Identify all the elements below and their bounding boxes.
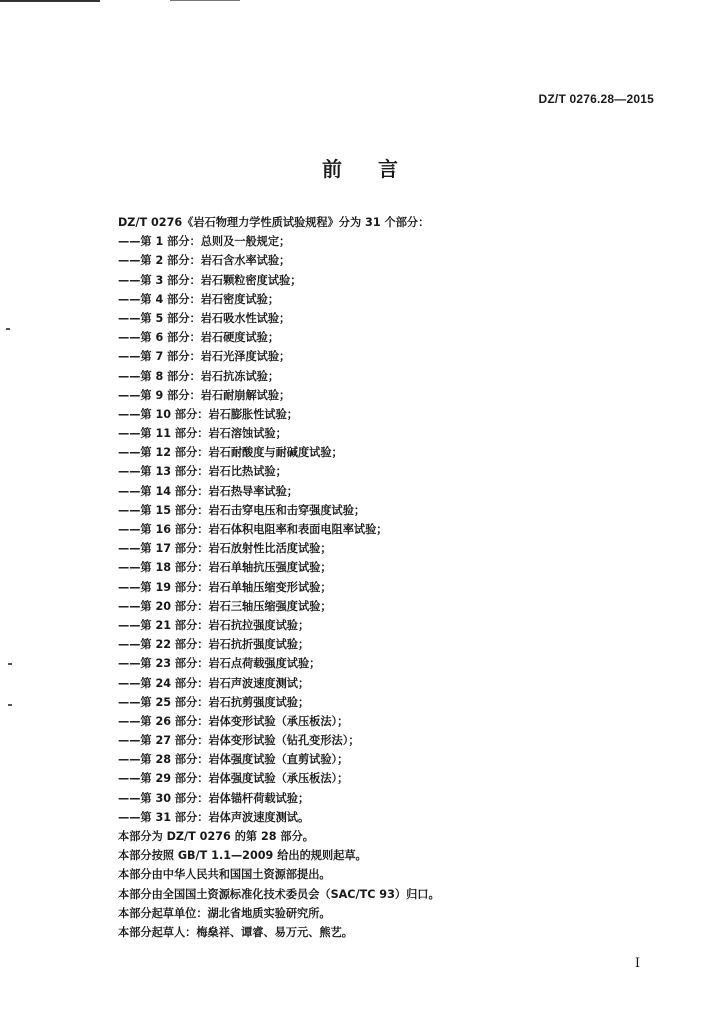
foreword-line: ——第 15 部分：岩石击穿电压和击穿强度试验； (118, 503, 366, 517)
foreword-line: 本部分由中华人民共和国国土资源部提出。 (118, 868, 331, 882)
foreword-line: ——第 8 部分：岩石抗冻试验； (118, 369, 280, 383)
foreword-line: ——第 24 部分：岩石声波速度测试； (118, 676, 310, 690)
foreword-line: ——第 28 部分：岩体强度试验（直剪试验）； (118, 753, 349, 767)
foreword-line: ——第 29 部分：岩体强度试验（承压板法）； (118, 772, 349, 786)
foreword-line: 本部分由全国国土资源标准化技术委员会（SAC/TC 93）归口。 (118, 887, 440, 901)
margin-speck (6, 328, 10, 330)
foreword-line: ——第 30 部分：岩体锚杆荷载试验； (118, 791, 310, 805)
foreword-line: 本部分起草人：梅燊祥、谭睿、易万元、熊艺。 (118, 925, 353, 939)
foreword-line: ——第 23 部分：岩石点荷载强度试验； (118, 657, 321, 671)
foreword-line: ——第 4 部分：岩石密度试验； (118, 292, 280, 306)
foreword-line: ——第 17 部分：岩石放射性比活度试验； (118, 542, 332, 556)
foreword-line: ——第 10 部分：岩石膨胀性试验； (118, 407, 298, 421)
foreword-line: ——第 31 部分：岩体声波速度测试。 (118, 810, 310, 824)
foreword-line: 本部分起草单位：湖北省地质实验研究所。 (118, 906, 331, 920)
foreword-line: ——第 27 部分：岩体变形试验（钻孔变形法）； (118, 734, 360, 748)
margin-speck (8, 704, 12, 706)
margin-speck (8, 663, 12, 665)
foreword-line: ——第 2 部分：岩石含水率试验； (118, 254, 291, 268)
foreword-line: ——第 14 部分：岩石热导率试验； (118, 484, 298, 498)
top-edge-rule (0, 0, 100, 2)
foreword-line: ——第 25 部分：岩石抗剪强度试验； (118, 695, 310, 709)
foreword-line: ——第 3 部分：岩石颗粒密度试验； (118, 273, 302, 287)
page-number: I (634, 956, 640, 971)
foreword-line: ——第 12 部分：岩石耐酸度与耐碱度试验； (118, 446, 343, 460)
foreword-line: DZ/T 0276《岩石物理力学性质试验规程》分为 31 个部分： (118, 216, 430, 229)
foreword-line: ——第 21 部分：岩石抗拉强度试验； (118, 618, 310, 632)
foreword-line: ——第 18 部分：岩石单轴抗压强度试验； (118, 561, 332, 575)
foreword-line: ——第 22 部分：岩石抗折强度试验； (118, 638, 310, 652)
foreword-line: ——第 26 部分：岩体变形试验（承压板法）； (118, 714, 349, 728)
page-title: 前言 (322, 157, 434, 181)
foreword-line: ——第 7 部分：岩石光泽度试验； (118, 350, 291, 364)
foreword-line: ——第 6 部分：岩石硬度试验； (118, 331, 280, 345)
foreword-line: 本部分为 DZ/T 0276 的第 28 部分。 (118, 830, 314, 843)
top-edge-rule-secondary (170, 0, 240, 1)
foreword-body (118, 213, 638, 942)
foreword-line: ——第 19 部分：岩石单轴压缩变形试验； (118, 580, 332, 594)
standard-code: DZ/T 0276.28—2015 (538, 92, 654, 106)
foreword-line: 本部分按照 GB/T 1.1—2009 给出的规则起草。 (118, 849, 367, 863)
foreword-line: ——第 16 部分：岩石体积电阻率和表面电阻率试验； (118, 523, 388, 536)
foreword-line: ——第 11 部分：岩石溶蚀试验； (118, 427, 287, 441)
foreword-line: ——第 13 部分：岩石比热试验； (118, 465, 287, 479)
foreword-line: ——第 9 部分：岩石耐崩解试验； (118, 388, 291, 402)
foreword-line: ——第 1 部分：总则及一般规定； (118, 235, 291, 249)
foreword-line: ——第 20 部分：岩石三轴压缩强度试验； (118, 599, 332, 613)
foreword-line: ——第 5 部分：岩石吸水性试验； (118, 311, 291, 325)
